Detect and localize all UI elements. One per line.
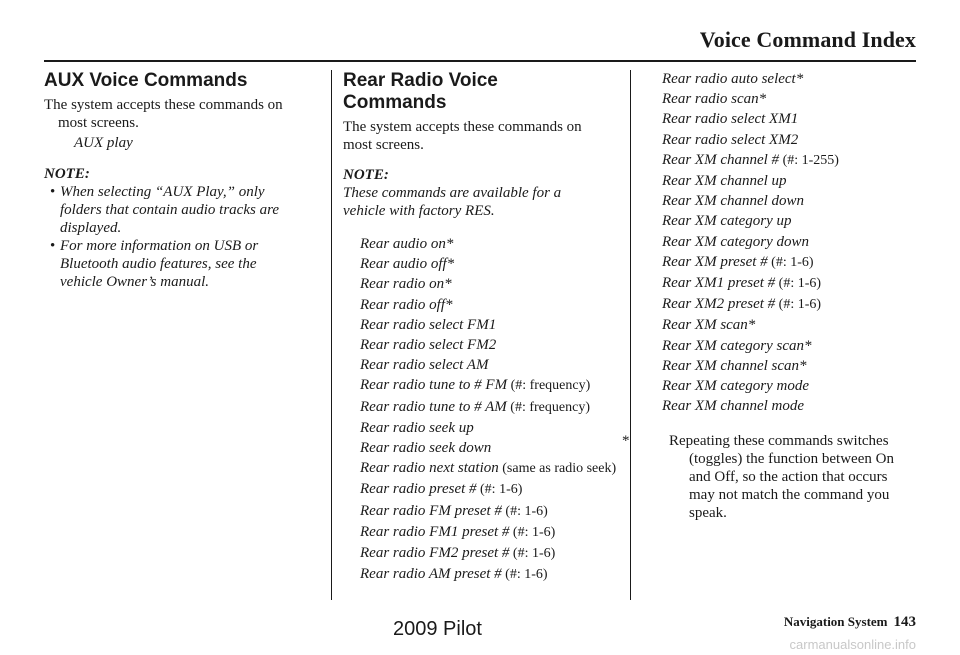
command-name: Rear XM2 preset # [662, 296, 776, 313]
note-bullet: • For more information on USB or Bluetooth audio features, see the vehicle Owner’s manual. [50, 238, 259, 291]
footnote-text [669, 432, 919, 522]
command-name: Rear XM channel # [662, 151, 780, 168]
command-item [662, 69, 922, 89]
model-watermark: 2009 Pilot [393, 618, 482, 640]
command-name: Rear radio FM2 preset # [360, 545, 510, 562]
footnote-line: and Off, so the action that occurs [689, 469, 888, 486]
site-watermark: carmanualsonline.info [789, 637, 916, 652]
footnote-line: speak. [689, 505, 727, 522]
footnote [622, 432, 922, 522]
command-name: Rear XM category up [662, 213, 792, 230]
command-name: Rear XM channel up [662, 173, 787, 190]
command-name: Rear XM1 preset # [662, 275, 776, 292]
command-param: (#: 1-6) [767, 254, 814, 270]
command-name: Rear radio FM preset # [360, 502, 502, 519]
command-name: Rear XM category scan* [662, 337, 812, 354]
command-name: AUX play [74, 135, 133, 151]
command-name: Rear radio preset # [360, 481, 477, 498]
rear-radio-section-continued [622, 68, 922, 522]
command-name: Rear radio select FM1 [360, 316, 497, 333]
aux-intro-line: most screens. [58, 115, 139, 131]
aux-intro [44, 96, 314, 132]
aux-note-label: NOTE: [44, 166, 90, 183]
footnote-line: (toggles) the function between On [689, 451, 894, 468]
command-item [360, 335, 618, 355]
command-item [662, 376, 922, 396]
command-item [360, 418, 618, 438]
rear-intro-line: The system accepts these commands on [343, 119, 582, 135]
command-param: (same as radio seek) [498, 461, 617, 477]
command-param: (#: frequency) [506, 399, 590, 415]
command-name: Rear XM channel scan* [662, 357, 807, 374]
command-item [662, 232, 922, 252]
footer-page-info [784, 614, 916, 631]
command-name: Rear XM channel mode [662, 398, 805, 415]
command-name: Rear radio tune to # AM [360, 398, 507, 415]
command-item [360, 501, 618, 522]
command-item [360, 375, 618, 396]
command-item [360, 315, 618, 335]
command-name: Rear radio scan* [662, 91, 767, 108]
title-rule [44, 60, 916, 62]
command-param: (#: 1-6) [476, 482, 523, 498]
command-name: Rear radio select XM1 [662, 111, 799, 128]
aux-heading: AUX Voice Commands [44, 70, 248, 91]
command-name: Rear radio off* [360, 296, 453, 313]
command-item [662, 191, 922, 211]
command-name: Rear radio select XM2 [662, 131, 799, 148]
aux-intro-line: The system accepts these commands on [44, 97, 283, 113]
command-name: Rear radio on* [360, 276, 452, 293]
command-name: Rear radio auto select* [662, 71, 804, 87]
command-name: Rear radio select FM2 [360, 337, 497, 354]
command-item [662, 396, 922, 416]
footer-system-label: Navigation System [783, 614, 888, 629]
command-param: (#: 1-6) [501, 567, 548, 583]
page-title: Voice Command Index [699, 27, 916, 52]
command-param: (#: 1-6) [775, 276, 822, 292]
command-item [360, 458, 618, 479]
command-item [360, 254, 618, 274]
command-item [360, 438, 618, 458]
page-number: 143 [893, 614, 916, 630]
command-name: Rear radio tune to # FM [360, 377, 508, 394]
aux-note-bullets [44, 183, 314, 291]
command-item [662, 211, 922, 231]
command-name: Rear XM category mode [662, 378, 810, 395]
command-item [360, 355, 618, 375]
command-name: Rear audio on* [360, 236, 454, 252]
command-name: Rear radio seek down [360, 440, 492, 457]
rear-radio-section [343, 68, 618, 585]
command-name: Rear XM scan* [662, 317, 756, 334]
command-name: Rear XM channel down [662, 193, 805, 210]
rear-heading: Rear Radio Voice Commands [343, 70, 498, 113]
command-param: (#: 1-255) [779, 152, 839, 168]
command-item [662, 356, 922, 376]
command-item [662, 109, 922, 129]
column-divider-1 [331, 70, 332, 600]
command-param: (#: 1-6) [509, 546, 556, 562]
command-param: (#: 1-6) [509, 524, 556, 540]
command-item [662, 336, 922, 356]
command-item [662, 315, 922, 335]
command-item [360, 479, 618, 500]
rear-command-list [343, 234, 618, 585]
rear-intro-line: most screens. [343, 137, 424, 153]
rear-command-list-continued [622, 69, 922, 416]
command-name: Rear audio off* [360, 256, 455, 273]
command-name: Rear radio seek up [360, 419, 474, 436]
command-item [662, 89, 922, 109]
command-name: Rear radio AM preset # [360, 566, 502, 583]
command-item [662, 294, 922, 315]
rear-note-label: NOTE: [343, 167, 389, 183]
rear-note-text: These commands are available for a vehicle with factory RES. [343, 185, 562, 219]
footnote-line: may not match the command you [689, 487, 890, 504]
command-name: Rear radio FM1 preset # [360, 523, 510, 540]
note-bullet: • When selecting “AUX Play,” only folders that contain audio tracks are displayed. [50, 184, 280, 237]
command-name: Rear radio select AM [360, 357, 489, 374]
command-item [360, 543, 618, 564]
command-item [662, 171, 922, 191]
footnote-line: Repeating these commands switches [669, 433, 889, 450]
aux-section [44, 68, 314, 291]
command-item [662, 273, 922, 294]
rear-intro [343, 118, 618, 154]
command-item [360, 522, 618, 543]
command-item [360, 274, 618, 294]
command-item [360, 564, 618, 585]
command-name: Rear XM category down [662, 233, 810, 250]
command-param: (#: frequency) [507, 378, 591, 394]
command-param: (#: 1-6) [775, 297, 822, 313]
command-name: Rear radio next station [360, 460, 499, 477]
footnote-star: * [622, 433, 630, 450]
command-item [360, 295, 618, 315]
command-item [360, 234, 618, 254]
command-name: Rear XM preset # [662, 253, 768, 270]
command-item [662, 130, 922, 150]
command-param: (#: 1-6) [501, 503, 548, 519]
command-item [360, 397, 618, 418]
command-item [662, 150, 922, 171]
aux-command [44, 133, 314, 153]
command-item [662, 252, 922, 273]
